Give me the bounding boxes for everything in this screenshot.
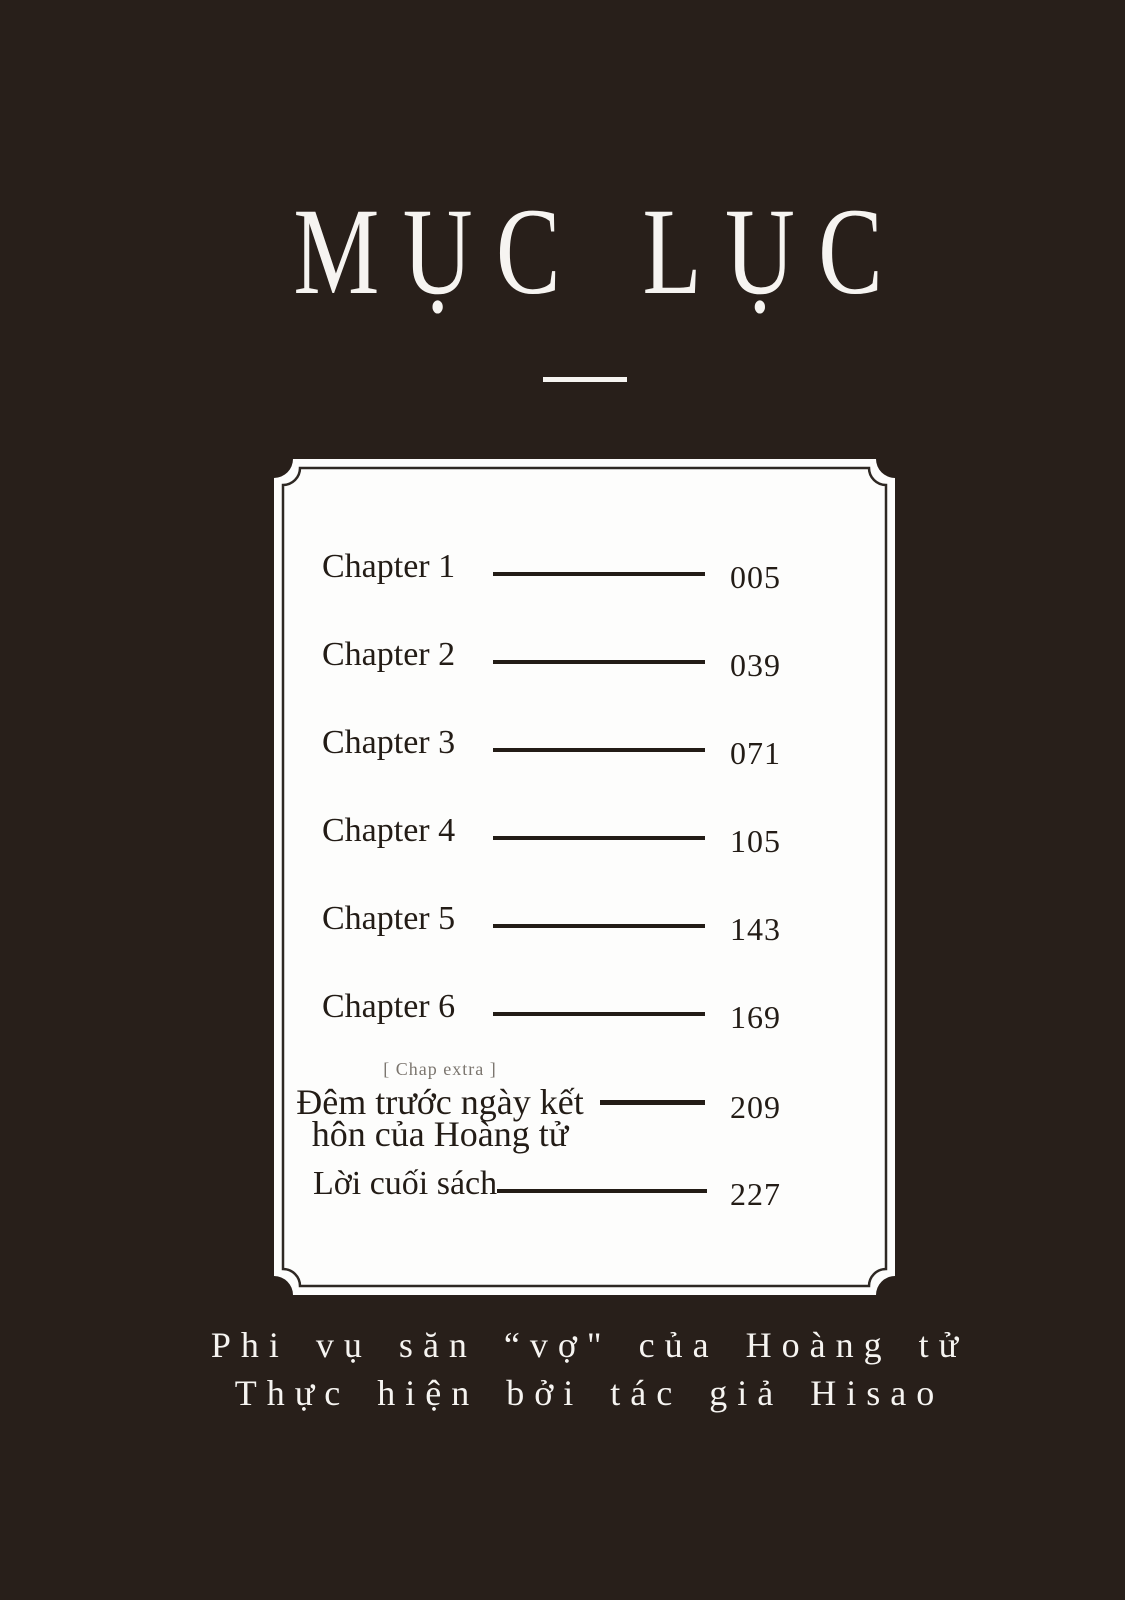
toc-row-chapter-5 — [274, 895, 895, 947]
leader-line — [493, 924, 705, 928]
leader-line — [493, 572, 705, 576]
leader-line — [497, 1189, 707, 1193]
divider-bar — [543, 377, 627, 382]
afterword-label: Lời cuối sách — [313, 1165, 498, 1202]
leader-line — [493, 748, 705, 752]
chapter-label: Chapter 1 — [322, 548, 456, 585]
page-number: 227 — [730, 1176, 781, 1212]
extra-chapter-title-line-2: hôn của Hoàng tử — [311, 1114, 569, 1154]
page-number: 209 — [730, 1089, 781, 1125]
footer-caption-line-2: Thực hiện bởi tác giả Hisao — [234, 1373, 945, 1413]
toc-row-chapter-1 — [274, 543, 895, 595]
leader-line — [600, 1100, 705, 1105]
extra-chapter-title-line-1: Đêm trước ngày kết — [296, 1082, 584, 1122]
footer-caption — [24, 1321, 1125, 1417]
chapter-label: Chapter 2 — [322, 636, 456, 673]
toc-row-chapter-3 — [274, 719, 895, 771]
leader-line — [493, 1012, 705, 1016]
title-divider — [24, 369, 1125, 387]
leader-line — [493, 660, 705, 664]
page-number: 005 — [730, 559, 781, 595]
page-number: 039 — [730, 647, 781, 683]
toc-row-chapter-4 — [274, 807, 895, 859]
chapter-label: Chapter 3 — [322, 724, 456, 761]
toc-row-afterword — [274, 1160, 895, 1212]
page-number: 169 — [730, 999, 781, 1035]
toc-row-chapter-2 — [274, 631, 895, 683]
leader-line — [493, 836, 705, 840]
footer-caption-line-1: Phi vụ săn “vợ" của Hoàng tử — [210, 1325, 969, 1365]
chapter-label: Chapter 6 — [322, 988, 456, 1025]
extra-chapter-tag: [ Chap extra ] — [383, 1059, 497, 1079]
page-number: 105 — [730, 823, 781, 859]
chapter-label: Chapter 4 — [322, 812, 456, 849]
extra-chapter-title — [290, 1082, 590, 1154]
page-number: 143 — [730, 911, 781, 947]
page-number: 071 — [730, 735, 781, 771]
chapter-label: Chapter 5 — [322, 900, 456, 937]
page-title — [24, 184, 1125, 320]
page-title-text: MỤC LỤC — [293, 183, 906, 320]
toc-panel — [274, 459, 895, 1295]
toc-row-chapter-6 — [274, 983, 895, 1035]
